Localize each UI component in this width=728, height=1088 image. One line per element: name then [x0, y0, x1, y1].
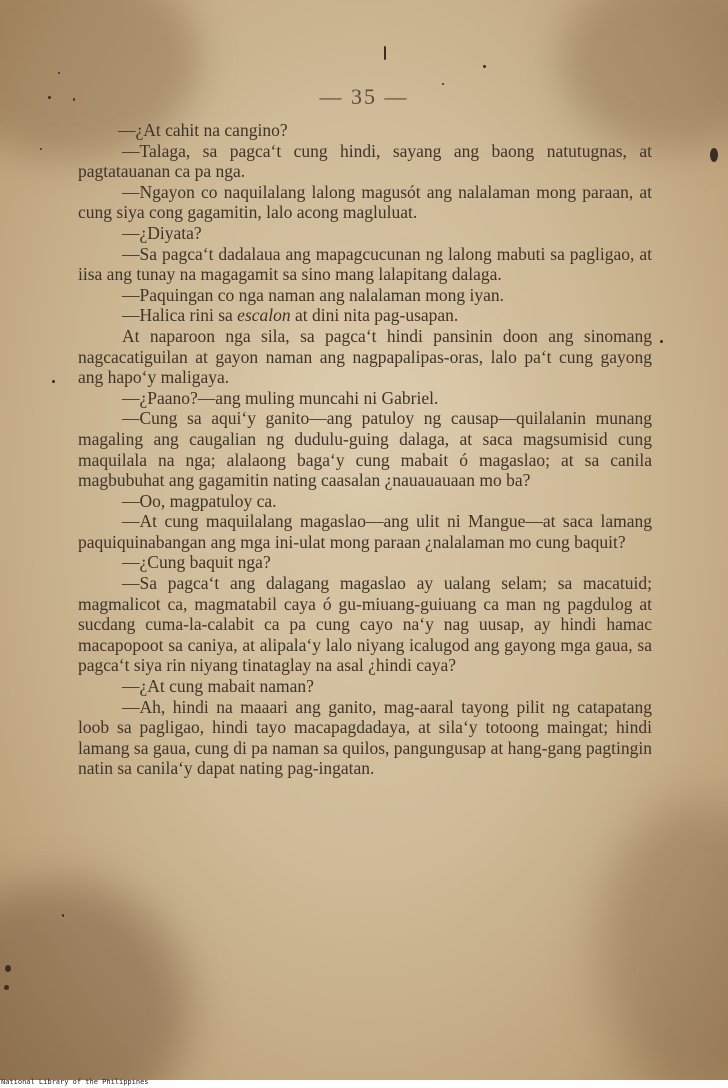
paragraph: At naparoon nga sila, sa pagca‘t hindi pansinin doon ang sinomang nagcacatiguilan at gayon naman ang nagpapalipas-oras, lalo pa‘t cung gayong ang hapo‘y maligaya. — [78, 325, 652, 388]
paragraph: —Sa pagca‘t dadalaua ang mapagcucunan ng lalong mabuti sa pagligao, at iisa ang tunay na magagamit sa sino mang lalapitang dalaga. — [78, 243, 652, 285]
paragraph: —Oo, magpatuloy ca. — [122, 490, 277, 511]
body-text — [78, 120, 652, 779]
paragraph: —Ngayon co naquilalang lalong magusót ang nalalaman mong paraan, at cung siya cong gagamitin, lalo acong magluluat. — [78, 181, 652, 223]
paragraph-text: at dini nita pag-usapan. — [290, 305, 459, 326]
paragraph: —¿Cung baquit nga? — [122, 552, 271, 573]
paragraph: —Sa pagca‘t ang dalagang magaslao ay ualang selam; sa macatuid; magmalicot ca, magmatabil caya ó gu-miuang-guiuang ca man ng pagdulog at sucdang cuma-la-calabit ca pa cung cayo na‘y nag uusap, ay hindi hamac macapopoot sa caniya, at alipala‘y lalo niyang icalugod ang gayong mga gaua, sa pagca‘t siya rin niyang tinataglay na asal ¿hindi caya? — [78, 573, 652, 676]
paragraph: —¿Paano?—ang muling muncahi ni Gabriel. — [122, 387, 439, 408]
paragraph: —¿At cahit na cangino? — [118, 120, 288, 140]
library-credit: National Library of the Philippines — [1, 1078, 149, 1086]
paragraph-text: —Halica rini sa — [122, 305, 238, 326]
paragraph: —Talaga, sa pagca‘t cung hindi, sayang ang baong natutugnas, at pagtatauanan ca pa nga. — [78, 140, 652, 182]
paragraph: —Cung sa aqui‘y ganito—ang patuloy ng causap—quilalanin munang magaling ang caugalian ng dudulu-guing dalaga, at saca magsumisid cung maquilala na nga; alalaong baga‘y cung mabait ó magaslao; at sa canila magbubuhat ang gagamitin nating caasalan ¿nauauauaan mo ba? — [78, 408, 652, 491]
page-number: — 35 — — [319, 84, 409, 109]
footer-bar — [0, 1080, 728, 1088]
italic-word: escalon — [237, 305, 291, 326]
paragraph: —Paquingan co nga naman ang nalalaman mong iyan. — [122, 284, 504, 305]
paragraph: —At cung maquilalang magaslao—ang ulit ni Mangue—at saca lamang paquiquinabangan ang mga ini-ulat mong paraan ¿nalalaman mo cung baquit? — [78, 511, 652, 552]
paragraph: —¿Diyata? — [122, 222, 202, 243]
paragraph-with-italic — [78, 305, 652, 326]
paragraph: —Ah, hindi na maaari ang ganito, mag-aaral tayong pilit ng catapatang loob sa pagligao, hindi tayo macapagdadaya, at sila‘y totoong maingat; hindi lamang sa gaua, cung di pa naman sa quilos, pangungusap at hang-gang pagtingin natin sa canila‘y dapat nating pag-ingatan. — [78, 696, 652, 779]
paragraph: —¿At cung mabait naman? — [122, 676, 314, 697]
